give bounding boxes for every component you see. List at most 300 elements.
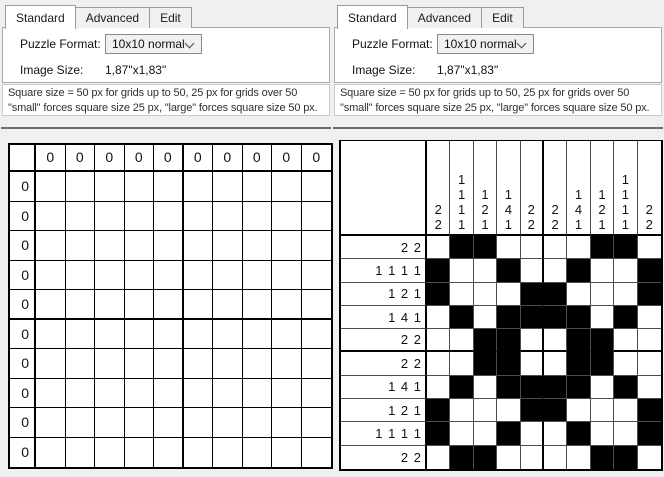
col-clue-number: 2 xyxy=(551,202,559,217)
grid-cell[interactable] xyxy=(66,202,96,232)
grid-cell[interactable] xyxy=(66,438,96,468)
col-clue-number: 1 xyxy=(481,217,489,232)
row-clue: 2 2 xyxy=(341,329,427,352)
grid-cell[interactable] xyxy=(497,329,520,352)
grid-cell[interactable] xyxy=(213,172,243,202)
col-clue-number: 0 xyxy=(46,149,55,165)
tab-advanced[interactable]: Advanced xyxy=(75,7,150,28)
row-clue: 1 4 1 xyxy=(341,306,427,329)
grid-cell[interactable] xyxy=(638,259,661,282)
grid-cell[interactable] xyxy=(567,376,590,399)
tab-edit[interactable]: Edit xyxy=(481,7,524,28)
col-clue-number: 0 xyxy=(193,149,202,165)
grid-cell[interactable] xyxy=(614,236,637,259)
grid-cell[interactable] xyxy=(184,231,214,261)
grid-cell[interactable] xyxy=(272,349,302,379)
col-clue-number: 1 xyxy=(457,187,466,202)
grid-cell[interactable] xyxy=(243,261,273,291)
grid-cell[interactable] xyxy=(638,446,661,469)
col-clue xyxy=(521,141,544,236)
grid-cell[interactable] xyxy=(95,320,125,350)
col-clue-number: 2 xyxy=(434,202,442,217)
grid-cell[interactable] xyxy=(567,259,590,282)
grid-cell[interactable] xyxy=(184,379,214,409)
grid-cell[interactable] xyxy=(154,202,184,232)
row-clue: 0 xyxy=(10,408,36,438)
grid-cell[interactable] xyxy=(125,261,155,291)
grid-cell[interactable] xyxy=(497,306,520,329)
grid-cell[interactable] xyxy=(497,259,520,282)
grid-cell[interactable] xyxy=(638,399,661,422)
grid-cell[interactable] xyxy=(614,259,637,282)
image-size-value: 1,87"x1,83" xyxy=(105,63,167,77)
grid-cell[interactable] xyxy=(243,438,273,468)
col-clue-number: 2 xyxy=(598,202,606,217)
grid-cell[interactable] xyxy=(544,236,567,259)
row-clue: 1 2 1 xyxy=(341,399,427,422)
col-clue xyxy=(567,141,590,236)
grid-cell[interactable] xyxy=(450,376,473,399)
grid-cell[interactable] xyxy=(591,399,614,422)
grid-cell[interactable] xyxy=(450,352,473,375)
col-clue xyxy=(591,141,614,236)
empty-puzzle-grid xyxy=(8,143,333,469)
col-clue-number: 2 xyxy=(434,217,442,232)
grid-cell[interactable] xyxy=(638,422,661,445)
col-clue-number: 4 xyxy=(574,202,583,217)
grid-cell[interactable] xyxy=(184,320,214,350)
grid-cell[interactable] xyxy=(272,408,302,438)
tab-standard[interactable]: Standard xyxy=(337,5,408,29)
grid-cell[interactable] xyxy=(521,446,544,469)
grid-cell[interactable] xyxy=(591,329,614,352)
grid-cell[interactable] xyxy=(184,438,214,468)
square-size-info xyxy=(2,84,330,116)
grid-cell[interactable] xyxy=(638,352,661,375)
square-size-info xyxy=(334,84,662,116)
grid-cell[interactable] xyxy=(184,202,214,232)
grid-cell[interactable] xyxy=(427,446,450,469)
grid-cell[interactable] xyxy=(544,446,567,469)
col-clue xyxy=(213,145,243,172)
grid-cell[interactable] xyxy=(272,261,302,291)
grid-cell[interactable] xyxy=(591,422,614,445)
grid-cell[interactable] xyxy=(243,231,273,261)
tab-page xyxy=(334,27,662,83)
grid-cell[interactable] xyxy=(591,446,614,469)
image-size-row xyxy=(20,60,329,80)
grid-cell[interactable] xyxy=(154,408,184,438)
grid-cell[interactable] xyxy=(427,283,450,306)
grid-cell[interactable] xyxy=(36,172,66,202)
grid-cell[interactable] xyxy=(184,349,214,379)
grid-cell[interactable] xyxy=(614,446,637,469)
canvas-separator xyxy=(333,127,663,129)
chevron-down-icon xyxy=(517,39,527,49)
grid-cell[interactable] xyxy=(272,172,302,202)
grid-cell[interactable] xyxy=(302,202,332,232)
col-clue-number: 1 xyxy=(621,172,629,187)
square-size-info-line2: "small" forces square size 25 px, "large" forces square size 50 px. xyxy=(340,101,650,114)
col-clue xyxy=(302,145,332,172)
grid-cell[interactable] xyxy=(497,446,520,469)
grid-cell[interactable] xyxy=(544,422,567,445)
grid-cell[interactable] xyxy=(125,379,155,409)
grid-cell[interactable] xyxy=(474,352,497,375)
col-clue xyxy=(243,145,273,172)
grid-cell[interactable] xyxy=(521,422,544,445)
grid-cell[interactable] xyxy=(125,320,155,350)
grid-cell[interactable] xyxy=(567,329,590,352)
grid-cell[interactable] xyxy=(95,202,125,232)
grid-cell[interactable] xyxy=(125,290,155,320)
row-clue: 0 xyxy=(10,438,36,468)
puzzle-format-label: Puzzle Format: xyxy=(352,37,433,51)
grid-cell[interactable] xyxy=(638,329,661,352)
tab-page xyxy=(2,27,330,83)
col-clue xyxy=(474,141,497,236)
grid-cell[interactable] xyxy=(95,261,125,291)
grid-cell[interactable] xyxy=(474,446,497,469)
grid-cell[interactable] xyxy=(154,172,184,202)
col-clue-number: 1 xyxy=(457,217,466,232)
row-clue: 0 xyxy=(10,172,36,202)
grid-cell[interactable] xyxy=(302,438,332,468)
grid-cell[interactable] xyxy=(213,438,243,468)
grid-cell[interactable] xyxy=(184,261,214,291)
grid-cell[interactable] xyxy=(213,320,243,350)
row-clue: 0 xyxy=(10,290,36,320)
grid-cell[interactable] xyxy=(36,202,66,232)
tab-bar xyxy=(332,0,664,28)
col-clue-number: 1 xyxy=(621,217,629,232)
grid-cell[interactable] xyxy=(521,306,544,329)
grid-corner xyxy=(10,145,36,172)
grid-cell[interactable] xyxy=(95,379,125,409)
grid-cell[interactable] xyxy=(302,408,332,438)
col-clue-number: 1 xyxy=(598,187,606,202)
grid-cell[interactable] xyxy=(567,283,590,306)
col-clue-number: 1 xyxy=(504,187,512,202)
row-clue: 0 xyxy=(10,349,36,379)
grid-cell[interactable] xyxy=(427,422,450,445)
grid-cell[interactable] xyxy=(450,259,473,282)
grid-cell[interactable] xyxy=(450,236,473,259)
grid-cell[interactable] xyxy=(521,283,544,306)
grid-cell[interactable] xyxy=(474,422,497,445)
col-clue xyxy=(497,141,520,236)
grid-cell[interactable] xyxy=(36,320,66,350)
grid-cell[interactable] xyxy=(638,236,661,259)
grid-cell[interactable] xyxy=(243,202,273,232)
grid-cell[interactable] xyxy=(302,320,332,350)
col-clue-number: 2 xyxy=(551,217,559,232)
col-clue-number: 1 xyxy=(504,217,512,232)
col-clue-number: 0 xyxy=(134,149,143,165)
grid-cell[interactable] xyxy=(125,408,155,438)
grid-cell[interactable] xyxy=(521,259,544,282)
row-clue: 0 xyxy=(10,379,36,409)
grid-cell[interactable] xyxy=(497,422,520,445)
grid-cell[interactable] xyxy=(544,329,567,352)
col-clue-number: 0 xyxy=(282,149,291,165)
grid-cell[interactable] xyxy=(544,259,567,282)
col-clue-number: 2 xyxy=(645,202,653,217)
grid-cell[interactable] xyxy=(474,306,497,329)
col-clue xyxy=(36,145,66,172)
grid-cell[interactable] xyxy=(66,261,96,291)
grid-cell[interactable] xyxy=(450,306,473,329)
grid-cell[interactable] xyxy=(302,349,332,379)
grid-cell[interactable] xyxy=(521,399,544,422)
grid-cell[interactable] xyxy=(36,408,66,438)
row-clue: 0 xyxy=(10,202,36,232)
grid-cell[interactable] xyxy=(497,376,520,399)
grid-cell[interactable] xyxy=(302,261,332,291)
grid-cell[interactable] xyxy=(243,408,273,438)
grid-cell[interactable] xyxy=(125,349,155,379)
grid-cell[interactable] xyxy=(95,408,125,438)
grid-cell[interactable] xyxy=(614,376,637,399)
grid-cell[interactable] xyxy=(474,236,497,259)
grid-cell[interactable] xyxy=(567,399,590,422)
col-clue-number: 2 xyxy=(645,217,653,232)
grid-cell[interactable] xyxy=(36,261,66,291)
grid-cell[interactable] xyxy=(591,352,614,375)
col-clue-number: 0 xyxy=(223,149,232,165)
grid-cell[interactable] xyxy=(614,399,637,422)
grid-cell[interactable] xyxy=(614,283,637,306)
grid-cell[interactable] xyxy=(638,306,661,329)
grid-cell[interactable] xyxy=(66,349,96,379)
grid-cell[interactable] xyxy=(36,438,66,468)
grid-cell[interactable] xyxy=(125,172,155,202)
col-clue-number: 1 xyxy=(621,187,629,202)
row-clue: 0 xyxy=(10,231,36,261)
col-clue-number: 1 xyxy=(598,217,606,232)
grid-cell[interactable] xyxy=(302,379,332,409)
grid-cell[interactable] xyxy=(302,231,332,261)
grid-cell[interactable] xyxy=(125,438,155,468)
grid-cell[interactable] xyxy=(567,446,590,469)
grid-cell[interactable] xyxy=(125,231,155,261)
col-clue-number: 2 xyxy=(527,217,535,232)
grid-cell[interactable] xyxy=(243,349,273,379)
col-clue xyxy=(427,141,450,236)
grid-cell[interactable] xyxy=(154,320,184,350)
row-clue: 1 4 1 xyxy=(341,376,427,399)
col-clue-number: 1 xyxy=(481,187,489,202)
col-clue-number: 0 xyxy=(163,149,172,165)
puzzle-format-row xyxy=(20,34,329,54)
grid-cell[interactable] xyxy=(450,446,473,469)
grid-cell[interactable] xyxy=(591,236,614,259)
grid-cell[interactable] xyxy=(66,320,96,350)
grid-cell[interactable] xyxy=(427,306,450,329)
grid-cell[interactable] xyxy=(302,290,332,320)
grid-cell[interactable] xyxy=(272,231,302,261)
col-clue-number: 1 xyxy=(457,202,466,217)
canvas-separator xyxy=(1,127,331,129)
row-clue: 2 2 xyxy=(341,236,427,259)
grid-cell[interactable] xyxy=(614,352,637,375)
tab-bar xyxy=(0,0,332,28)
grid-cell[interactable] xyxy=(272,290,302,320)
grid-cell[interactable] xyxy=(154,261,184,291)
grid-cell[interactable] xyxy=(427,376,450,399)
grid-cell[interactable] xyxy=(450,283,473,306)
image-size-label: Image Size: xyxy=(20,63,84,77)
grid-cell[interactable] xyxy=(521,329,544,352)
grid-cell[interactable] xyxy=(427,352,450,375)
col-clue-number: 2 xyxy=(527,202,535,217)
grid-cell[interactable] xyxy=(474,283,497,306)
grid-cell[interactable] xyxy=(544,283,567,306)
grid-cell[interactable] xyxy=(497,236,520,259)
grid-cell[interactable] xyxy=(567,352,590,375)
grid-cell[interactable] xyxy=(474,399,497,422)
grid-cell[interactable] xyxy=(272,320,302,350)
grid-cell[interactable] xyxy=(125,202,155,232)
image-size-label: Image Size: xyxy=(352,63,416,77)
grid-cell[interactable] xyxy=(474,376,497,399)
chevron-down-icon xyxy=(185,39,195,49)
row-clue: 2 2 xyxy=(341,352,427,375)
col-clue xyxy=(66,145,96,172)
grid-cell[interactable] xyxy=(243,290,273,320)
grid-cell[interactable] xyxy=(66,290,96,320)
square-size-info-line1: Square size = 50 px for grids up to 50, 25 px for grids over 50 xyxy=(8,87,298,99)
grid-cell[interactable] xyxy=(521,236,544,259)
grid-cell[interactable] xyxy=(154,349,184,379)
grid-cell[interactable] xyxy=(544,376,567,399)
grid-cell[interactable] xyxy=(243,320,273,350)
grid-cell[interactable] xyxy=(272,438,302,468)
grid-cell[interactable] xyxy=(544,399,567,422)
row-clue: 1 2 1 xyxy=(341,283,427,306)
grid-cell[interactable] xyxy=(154,231,184,261)
puzzle-format-value: 10x10 normal xyxy=(112,37,185,51)
col-clue xyxy=(125,145,155,172)
grid-cell[interactable] xyxy=(243,379,273,409)
grid-cell[interactable] xyxy=(272,202,302,232)
grid-cell[interactable] xyxy=(450,329,473,352)
grid-cell[interactable] xyxy=(614,422,637,445)
grid-cell[interactable] xyxy=(544,352,567,375)
grid-cell[interactable] xyxy=(95,290,125,320)
grid-cell[interactable] xyxy=(213,202,243,232)
grid-cell[interactable] xyxy=(36,379,66,409)
grid-cell[interactable] xyxy=(213,290,243,320)
grid-cell[interactable] xyxy=(591,259,614,282)
grid-cell[interactable] xyxy=(184,172,214,202)
grid-cell[interactable] xyxy=(450,399,473,422)
grid-cell[interactable] xyxy=(427,236,450,259)
grid-cell[interactable] xyxy=(154,379,184,409)
grid-cell[interactable] xyxy=(427,399,450,422)
row-clue: 2 2 xyxy=(341,446,427,469)
image-size-value: 1,87"x1,83" xyxy=(437,63,499,77)
grid-cell[interactable] xyxy=(95,172,125,202)
solved-puzzle-grid xyxy=(339,140,663,471)
grid-cell[interactable] xyxy=(95,438,125,468)
col-clue xyxy=(544,141,567,236)
col-clue-number: 0 xyxy=(312,149,321,165)
grid-cell[interactable] xyxy=(591,306,614,329)
grid-cell[interactable] xyxy=(450,422,473,445)
grid-cell[interactable] xyxy=(66,379,96,409)
square-size-info-line2: "small" forces square size 25 px, "large" forces square size 50 px. xyxy=(8,101,318,114)
grid-cell[interactable] xyxy=(497,352,520,375)
grid-cell[interactable] xyxy=(66,231,96,261)
grid-cell[interactable] xyxy=(213,261,243,291)
grid-cell[interactable] xyxy=(591,376,614,399)
col-clue xyxy=(184,145,214,172)
grid-cell[interactable] xyxy=(567,306,590,329)
grid-cell[interactable] xyxy=(427,259,450,282)
grid-cell[interactable] xyxy=(184,408,214,438)
grid-cell[interactable] xyxy=(521,376,544,399)
row-clue: 0 xyxy=(10,320,36,350)
puzzle-format-dropdown[interactable] xyxy=(437,34,534,54)
col-clue xyxy=(638,141,661,236)
grid-cell[interactable] xyxy=(474,329,497,352)
grid-cell[interactable] xyxy=(302,172,332,202)
col-clue-number: 0 xyxy=(252,149,261,165)
square-size-info-line1: Square size = 50 px for grids up to 50, 25 px for grids over 50 xyxy=(340,87,630,99)
grid-cell[interactable] xyxy=(567,236,590,259)
grid-cell[interactable] xyxy=(213,231,243,261)
grid-cell[interactable] xyxy=(243,172,273,202)
grid-cell[interactable] xyxy=(544,306,567,329)
grid-cell[interactable] xyxy=(272,379,302,409)
puzzle-format-dropdown[interactable] xyxy=(105,34,202,54)
col-clue-number: 0 xyxy=(105,149,114,165)
grid-cell[interactable] xyxy=(567,422,590,445)
grid-cell[interactable] xyxy=(521,352,544,375)
grid-cell[interactable] xyxy=(614,306,637,329)
grid-cell[interactable] xyxy=(66,172,96,202)
grid-cell[interactable] xyxy=(638,283,661,306)
grid-cell[interactable] xyxy=(154,290,184,320)
tab-edit[interactable]: Edit xyxy=(149,7,192,28)
tab-standard[interactable]: Standard xyxy=(5,5,76,29)
grid-cell[interactable] xyxy=(36,231,66,261)
grid-cell[interactable] xyxy=(213,349,243,379)
col-clue-number: 4 xyxy=(504,202,512,217)
grid-cell[interactable] xyxy=(614,329,637,352)
tab-advanced[interactable]: Advanced xyxy=(407,7,482,28)
grid-cell[interactable] xyxy=(154,438,184,468)
grid-cell[interactable] xyxy=(497,399,520,422)
grid-cell[interactable] xyxy=(497,283,520,306)
col-clue-number: 1 xyxy=(457,172,466,187)
grid-cell[interactable] xyxy=(66,408,96,438)
grid-cell[interactable] xyxy=(95,231,125,261)
grid-cell[interactable] xyxy=(184,290,214,320)
grid-cell[interactable] xyxy=(213,408,243,438)
grid-cell[interactable] xyxy=(36,349,66,379)
grid-cell[interactable] xyxy=(36,290,66,320)
col-clue xyxy=(450,141,473,236)
grid-cell[interactable] xyxy=(474,259,497,282)
col-clue xyxy=(95,145,125,172)
grid-cell[interactable] xyxy=(213,379,243,409)
grid-cell[interactable] xyxy=(95,349,125,379)
grid-cell[interactable] xyxy=(427,329,450,352)
grid-cell[interactable] xyxy=(638,376,661,399)
grid-cell[interactable] xyxy=(591,283,614,306)
